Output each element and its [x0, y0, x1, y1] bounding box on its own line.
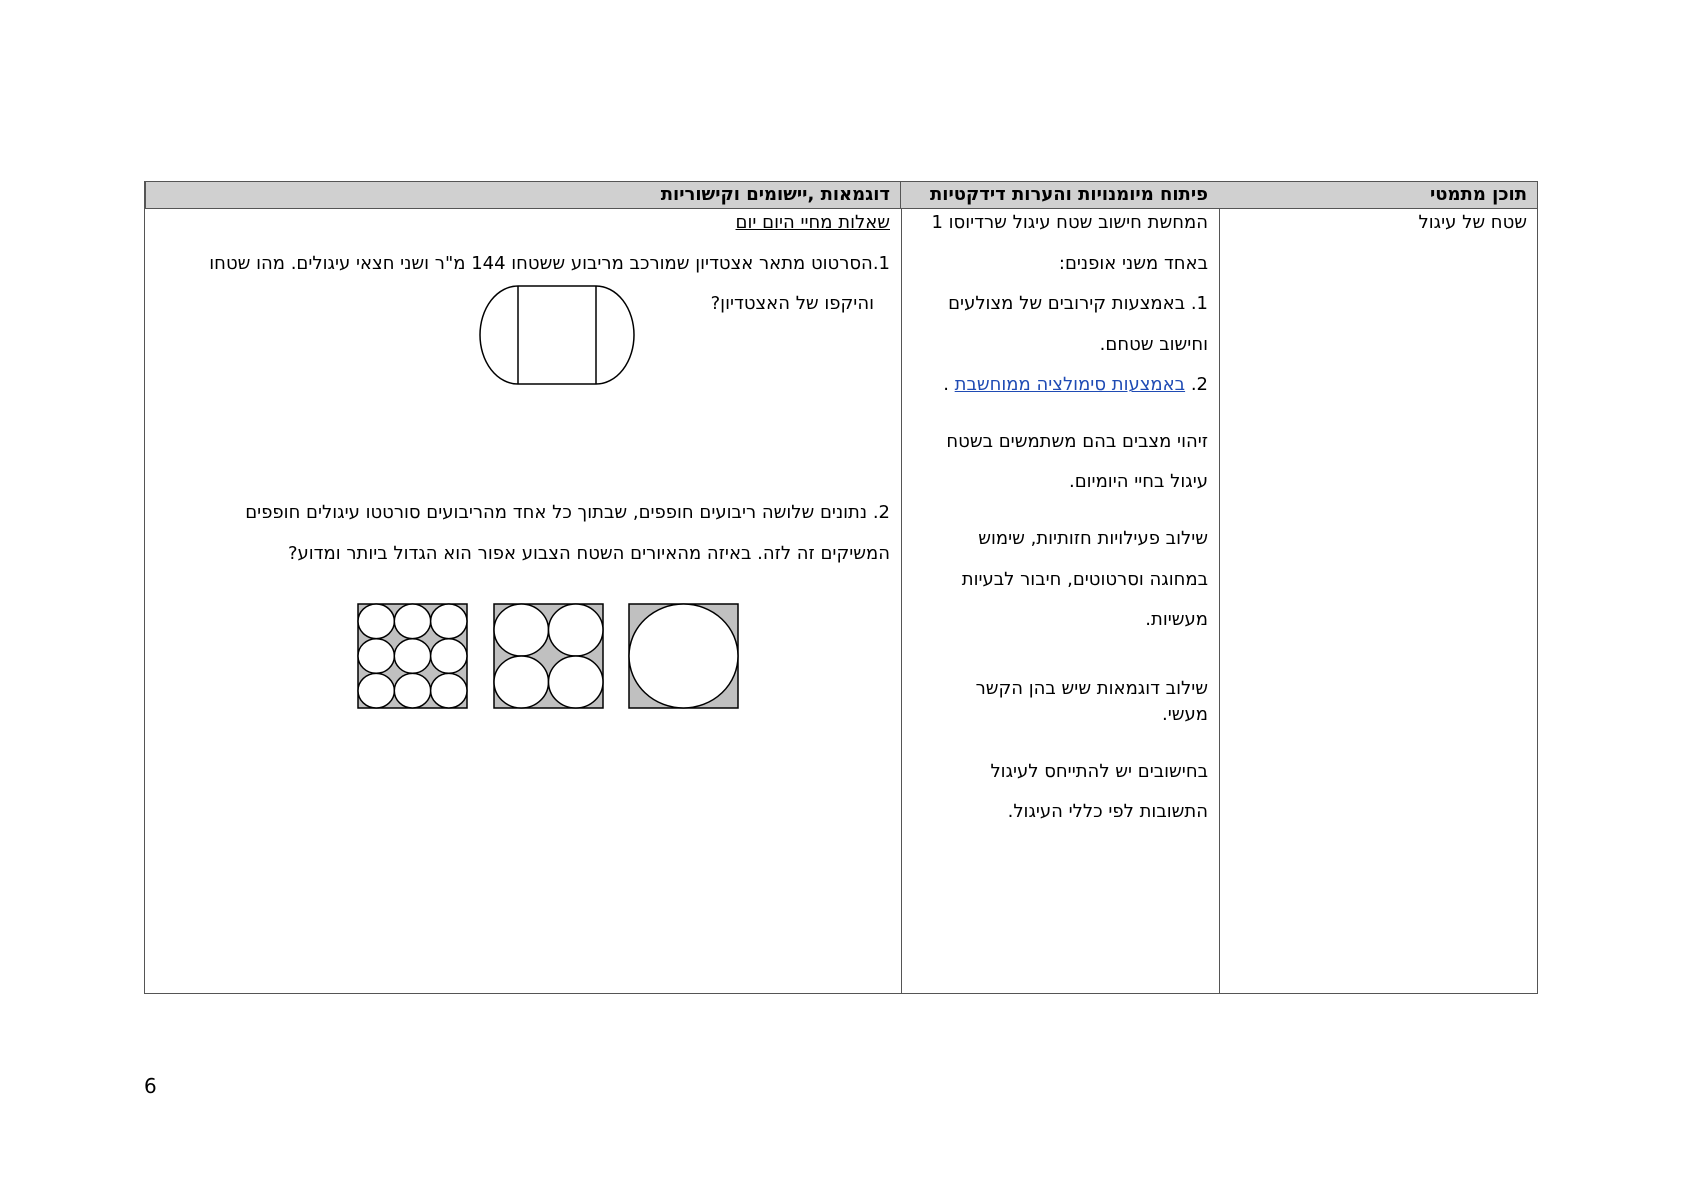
skills-text: מעשיות.	[1145, 609, 1208, 630]
examples-heading: שאלות מחיי היום יום	[735, 212, 890, 233]
stadium-outline	[480, 286, 634, 384]
question-2-text: 2. נתונים שלושה ריבועים חופפים, שבתוך כל אחד מהריבועים סורטטו עיגולים חופפים	[245, 502, 890, 523]
curriculum-table	[144, 181, 1538, 994]
skills-text: במחוגה וסרטוטים, חיבור לבעיות	[961, 569, 1208, 590]
skills-column	[900, 209, 1218, 993]
header-content: תוכן מתמטי	[1218, 182, 1537, 209]
page-number: 6	[144, 1074, 157, 1098]
skills-text-link-line	[943, 373, 1208, 397]
skills-text: מעשי.	[1162, 704, 1208, 725]
skills-text: 2.	[1185, 374, 1208, 395]
skills-text: שילוב דוגמאות שיש בהן הקשר	[975, 678, 1208, 699]
skills-text: באחד משני אופנים:	[1058, 253, 1208, 274]
stadium-figure	[480, 284, 638, 388]
skills-text: 1. באמצעות קירובים של מצולעים	[948, 293, 1208, 314]
question-1-text: והיקפו של האצטדיון?	[710, 293, 874, 314]
skills-text: זיהוי מצבים בהם משתמשים בשטח	[946, 431, 1208, 452]
skills-text: וחישוב שטחם.	[1099, 334, 1208, 355]
question-1-text: 1.הסרטוט מתאר אצטדיון שמורכב מריבוע ששטחו 144 מ"ר ושני חצאי עיגולים. מהו שטחו	[209, 253, 890, 274]
skills-text: המחשת חישוב שטח עיגול שרדיוסו 1	[931, 212, 1208, 233]
header-examples: דוגמאות ,יישומים וקישוריות	[145, 182, 900, 209]
skills-text: עיגול בחיי היומיום.	[1068, 471, 1208, 492]
skills-text: .	[943, 374, 955, 395]
skills-text: בחישובים יש להתייחס לעיגול	[990, 761, 1208, 782]
skills-text: שילוב פעילויות חזותיות, שימוש	[978, 528, 1208, 549]
topic-label: שטח של עיגול	[1418, 212, 1527, 233]
square-nine-circles-figure	[357, 603, 468, 709]
header-skills: פיתוח מיומנויות והערות דידקטיות	[900, 182, 1218, 209]
square-four-circles-figure	[493, 603, 604, 709]
square-one-circle-figure	[628, 603, 739, 709]
skills-text: התשובות לפי כללי העיגול.	[1007, 801, 1208, 822]
question-2-text: המשיקים זה לזה. באיזה מהאיורים השטח הצבוע אפור הוא הגדול ביותר ומדוע?	[287, 543, 890, 564]
simulation-link[interactable]: באמצעות סימולציה ממוחשבת	[954, 374, 1186, 395]
content-column	[1218, 209, 1537, 993]
